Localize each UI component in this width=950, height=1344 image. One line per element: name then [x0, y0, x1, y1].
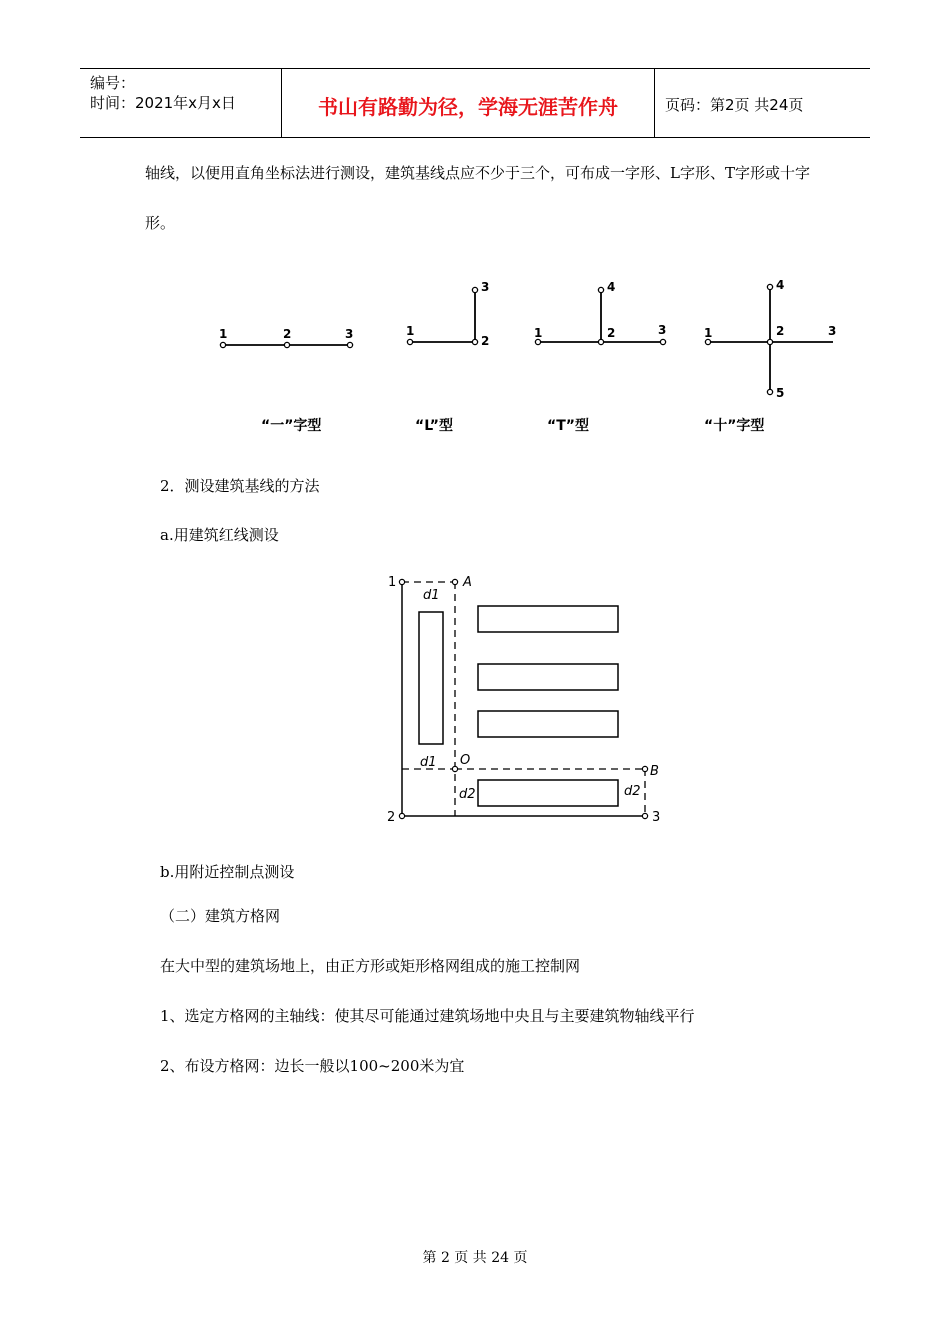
dimension-label: d2: [624, 784, 641, 799]
page-header: [80, 68, 870, 138]
header-motto-cell: [282, 69, 655, 137]
motto: 书山有路勤为径，学海无涯苦作舟: [318, 95, 618, 119]
baseline-layout-figure: [205, 275, 837, 440]
corner-label: B: [650, 764, 659, 779]
point-label: 1: [219, 327, 228, 341]
page-footer: 第 2 页 共 24 页: [422, 1250, 528, 1266]
point-label: 1: [704, 326, 713, 340]
header-page-cell: [655, 69, 870, 137]
list-item: 1、选定方格网的主轴线：使其尽可能通过建筑场地中央且与主要建筑物轴线平行: [160, 1007, 695, 1025]
figure-caption: “十”字型: [704, 418, 765, 434]
list-item: b.用附近控制点测设: [160, 863, 295, 881]
corner-label: 1: [388, 575, 397, 590]
point-label: 3: [345, 327, 354, 341]
point-label: 2: [283, 327, 292, 341]
figure-caption: “T”型: [547, 418, 589, 434]
figure-caption: “一”字型: [261, 418, 322, 434]
point-label: 2: [607, 326, 616, 340]
paragraph-line: 形。: [145, 214, 176, 232]
point-label: 4: [776, 278, 785, 292]
paragraph-line: 在大中型的建筑场地上，由正方形或矩形格网组成的施工控制网: [160, 957, 581, 975]
header-meta-cell: [80, 69, 282, 137]
corner-label: O: [460, 753, 471, 768]
point-label: 4: [607, 280, 616, 294]
page-info: 页码：第2页 共24页: [665, 96, 804, 114]
point-label: 3: [481, 280, 490, 294]
dimension-label: d1: [423, 588, 440, 603]
point-label: 3: [828, 324, 837, 338]
point-label: 2: [776, 324, 785, 338]
section-title: （二）建筑方格网: [160, 907, 281, 925]
list-item: a.用建筑红线测设: [160, 526, 279, 544]
section-title: 2．测设建筑基线的方法: [160, 477, 320, 495]
red-line-layout-figure: [380, 568, 680, 830]
corner-label: A: [463, 575, 472, 590]
point-label: 2: [481, 334, 490, 348]
dimension-label: d1: [420, 755, 437, 770]
point-label: 5: [776, 386, 785, 400]
serial-label: 编号：: [90, 74, 136, 92]
date-line: 时间：2021年x月x日: [90, 94, 236, 112]
point-label: 3: [658, 323, 667, 337]
point-label: 1: [406, 324, 415, 338]
paragraph-line: 轴线，以便用直角坐标法进行测设，建筑基线点应不少于三个，可布成一字形、L字形、T字形或十字: [145, 164, 810, 182]
list-item: 2、布设方格网：边长一般以100~200米为宜: [160, 1057, 465, 1075]
corner-label: 2: [387, 810, 396, 825]
dimension-label: d2: [459, 787, 476, 802]
point-label: 1: [534, 326, 543, 340]
figure-caption: “L”型: [415, 418, 453, 434]
corner-label: 3: [652, 810, 661, 825]
